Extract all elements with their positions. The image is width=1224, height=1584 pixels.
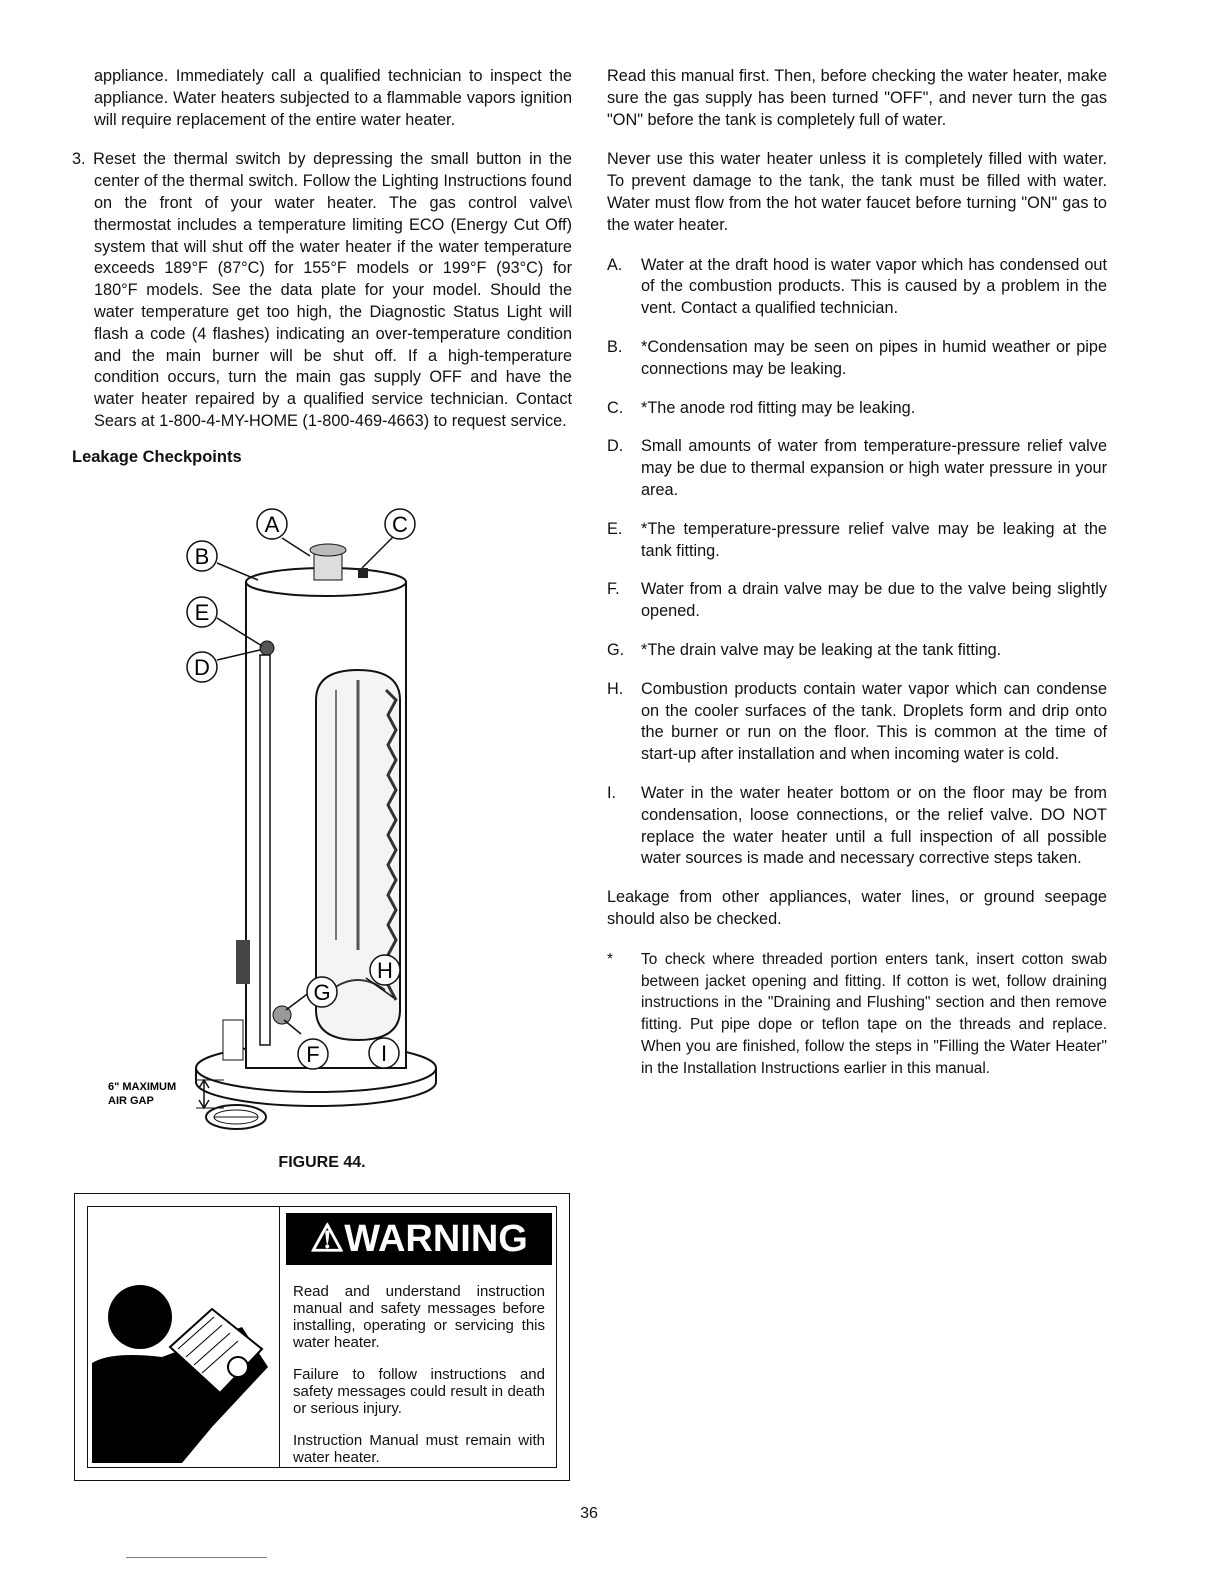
figure-caption: FIGURE 44. [278,1154,366,1171]
list-text: Small amounts of water from temperature-pressure relief valve may be due to thermal expansion or high water pressure in your area. [641,437,1107,499]
warning-divider [279,1207,280,1467]
list-marker: F. [607,580,620,599]
warning-text [293,1283,545,1481]
label-I: I [380,1041,388,1066]
label-G: G [313,980,331,1005]
list-text: Combustion products contain water vapor which can condense on the cooler surfaces of the tank. Droplets form and drip onto the burner or run on the floor. This is common at the time of start-up after installation and when incoming water is cold. [641,679,1107,764]
warning-header [286,1213,552,1265]
step-3-paragraph: 3. Reset the thermal switch by depressing the small button in the center of the thermal switch. Follow the Lighting Instructions found on the front of your water heater. The gas control valve\ thermostat includes a temperature limiting ECO (Energy Cut Off) system that will shut off the water heater if the water temperature exceeds 189°F (87°C) for 155°F models or 199°F (93°C) for 180°F models. See the data plate for your model. Should the water temperature get too high, the Diagnostic Status Light will flash a code (4 flashes) indicating an over-temperature condition and the main burner will be shut off. If a high-temperature condition occurs, turn the main gas supply OFF and have the water heater repaired by a qualified service technician. Contact Sears at 1-800-4-MY-HOME (1-800-469-4663) to request service. [72,150,572,430]
list-item [607,337,1107,381]
page-number: 36 [580,1505,598,1522]
outro-paragraph: Leakage from other appliances, water lines, or ground seepage should also be checked. [607,888,1107,928]
right-column [607,66,1107,1096]
warning-triangle-icon: ⚠ [310,1218,345,1260]
footnote [607,949,1107,1080]
list-item [607,783,1107,870]
footnote-text: To check where threaded portion enters tank, insert cotton swab between jacket opening and fitting. If cotton is wet, follow draining instructions in the "Draining and Flushing" section and then remove fitting. Put pipe dope or teflon tape on the threads and replace. When you are finished, follow the steps in "Filling the Water Heater" in the Installation Instructions earlier in this manual. [641,950,1107,1077]
warning-box [74,1193,570,1481]
list-marker: H. [607,679,624,698]
footer-rule [126,1557,267,1558]
label-A: A [264,512,280,537]
label-H: H [377,958,393,983]
list-text: *The drain valve may be leaking at the tank fitting. [641,640,1002,659]
warning-paragraph-3: Instruction Manual must remain with water heater. [293,1432,545,1466]
list-marker: E. [607,519,623,538]
list-item [607,579,1107,623]
list-marker: A. [607,255,623,274]
label-F: F [306,1042,320,1067]
list-item [607,398,1107,420]
continued-paragraph: appliance. Immediately call a qualified technician to inspect the appliance. Water heaters subjected to a flammable vapors ignition will require replacement of the entire water heater. [94,67,572,129]
list-text: Water from a drain valve may be due to the valve being slightly opened. [641,580,1107,621]
list-text: *The anode rod fitting may be leaking. [641,398,916,417]
reading-person-icon [92,1267,277,1463]
air-gap-label-line2: AIR GAP [108,1095,154,1107]
list-item [607,436,1107,501]
intro-paragraph-1: Read this manual first. Then, before checking the water heater, make sure the gas supply has been turned "OFF", and never turn the gas "ON" before the tank is completely full of water. [607,67,1107,129]
list-marker: B. [607,337,623,356]
list-marker: C. [607,398,624,417]
list-text: Water at the draft hood is water vapor which has condensed out of the combustion products. This is caused by a problem in the vent. Contact a qualified technician. [641,255,1107,318]
left-column [72,66,572,469]
warning-title: WARNING [344,1218,528,1260]
list-item [607,640,1107,662]
list-marker: G. [607,640,625,659]
air-gap-label-line1: 6" MAXIMUM [108,1081,177,1093]
list-item [607,255,1107,320]
warning-inner-frame [87,1206,557,1468]
list-text: *The temperature-pressure relief valve may be leaking at the tank fitting. [641,519,1107,560]
list-marker: D. [607,437,624,456]
warning-paragraph-1: Read and understand instruction manual and safety messages before installing, operating or servicing this water heater. [293,1283,545,1351]
warning-paragraph-2: Failure to follow instructions and safety messages could result in death or serious injury. [293,1366,545,1417]
leakage-checkpoints-heading: Leakage Checkpoints [72,447,242,466]
footnote-marker: * [607,950,613,968]
list-item [607,679,1107,766]
label-D: D [194,655,210,680]
list-marker: I. [607,783,617,802]
list-item [607,519,1107,563]
list-text: Water in the water heater bottom or on the floor may be from condensation, loose connections, or the relief valve. DO NOT replace the water heater until a full inspection of all possible water sources is made and necessary corrective steps taken. [641,783,1107,868]
label-C: C [392,512,408,537]
water-heater-diagram [96,500,496,1140]
label-B: B [194,544,210,569]
label-E: E [194,600,210,625]
intro-paragraph-2: Never use this water heater unless it is completely filled with water. To prevent damage to the tank, the tank must be filled with water. Water must flow from the hot water faucet before turning "ON" gas to the water heater. [607,150,1107,234]
list-text: *Condensation may be seen on pipes in humid weather or pipe connections may be leaking. [641,337,1107,378]
